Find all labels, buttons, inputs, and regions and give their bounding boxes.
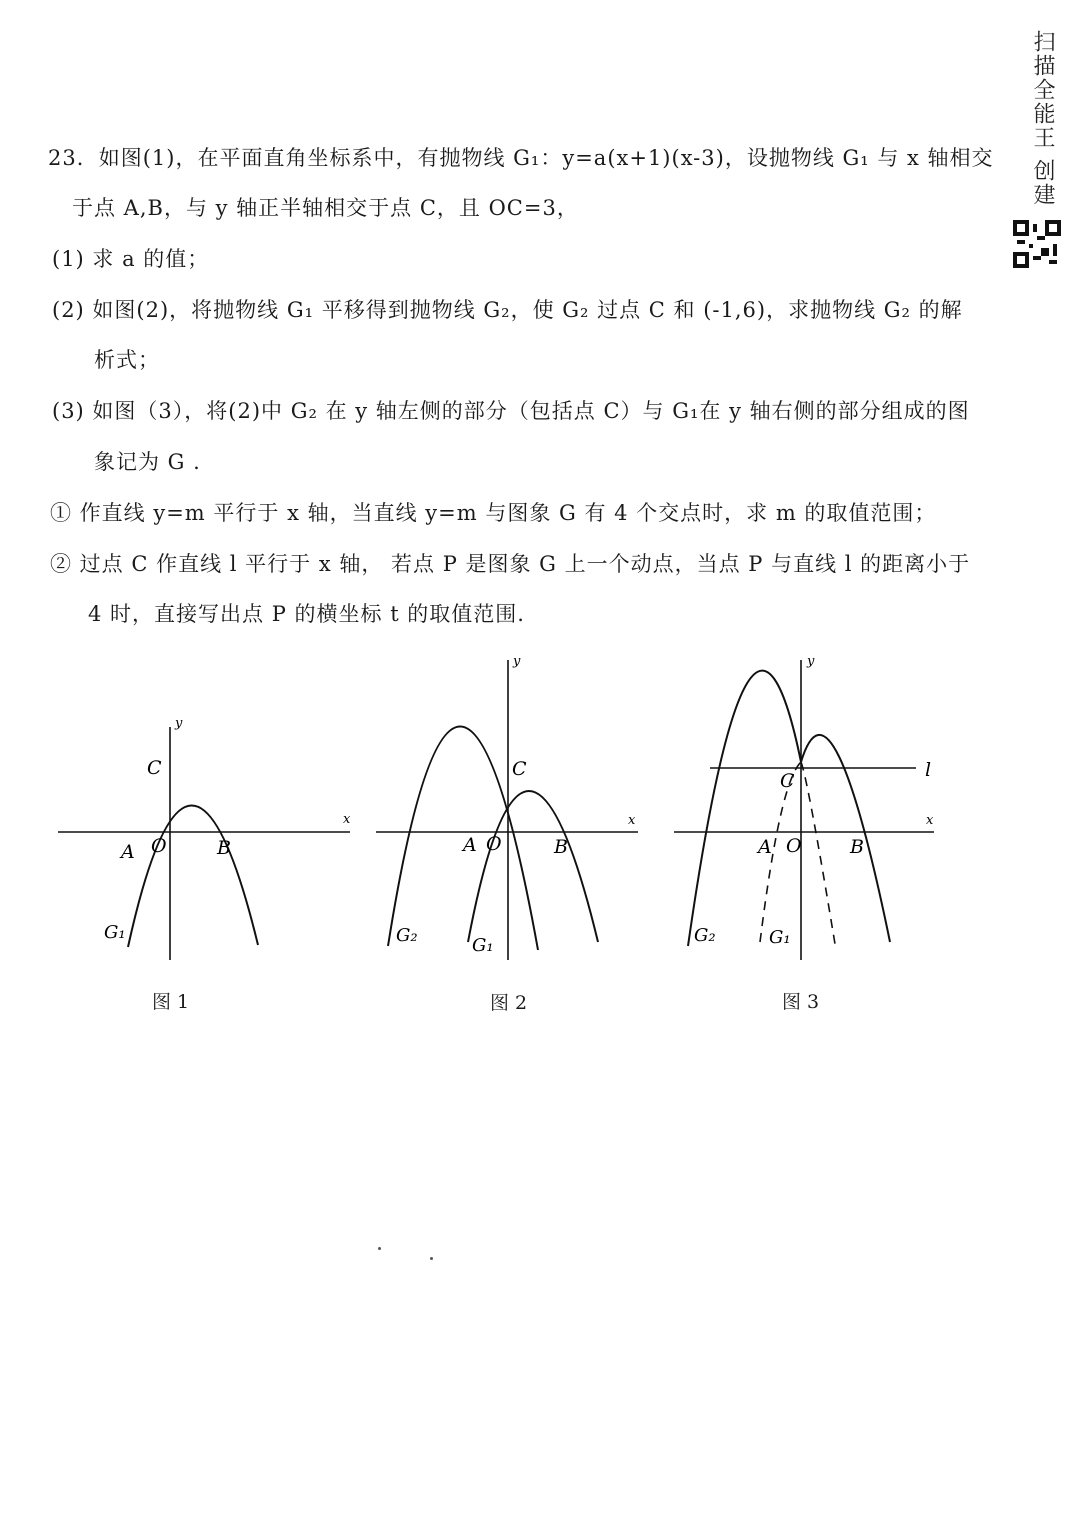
fig1-label-g1: G₁	[104, 922, 126, 943]
fig3-label-x: x	[926, 813, 934, 828]
fig2-label-b: B	[554, 836, 568, 858]
fig3-label-y: y	[807, 654, 815, 669]
scan-speck	[378, 1247, 381, 1250]
fig2-label-y: y	[513, 654, 521, 669]
figure-1	[50, 705, 360, 970]
fig1-label-c: C	[147, 757, 162, 779]
figure-2	[370, 650, 650, 970]
fig1-label-a: A	[121, 841, 135, 863]
fig1-label-b: B	[217, 837, 231, 859]
part-1: (1) 求 a 的值；	[52, 247, 210, 271]
figure-2-caption: 图 2	[490, 992, 528, 1014]
fig3-label-b: B	[850, 836, 864, 858]
subpart-2-line-1: ② 过点 C 作直线 l 平行于 x 轴， 若点 P 是图象 G 上一个动点，当点 P 与直线 l 的距离小于	[50, 552, 971, 576]
fig3-label-g1: G₁	[769, 927, 791, 948]
part-3-line-1: (3) 如图（3），将(2)中 G₂ 在 y 轴左侧的部分（包括点 C）与 G₁在 y 轴右侧的部分组成的图	[52, 399, 970, 423]
fig3-label-a: A	[758, 836, 772, 858]
fig2-label-x: x	[628, 813, 636, 828]
subpart-1: ① 作直线 y=m 平行于 x 轴，当直线 y=m 与图象 G 有 4 个交点时，求 m 的取值范围；	[50, 501, 937, 525]
fig1-label-y: y	[175, 716, 183, 731]
fig2-label-g1: G₁	[472, 935, 494, 956]
fig2-label-a: A	[463, 834, 477, 856]
part-2-line-1: (2) 如图(2)，将抛物线 G₁ 平移得到抛物线 G₂，使 G₂ 过点 C 和 (-1,6)，求抛物线 G₂ 的解	[52, 298, 963, 322]
fig3-parabola-g2-left	[688, 671, 801, 946]
fig3-parabola-g2-dashed	[801, 762, 836, 950]
scan-speck	[430, 1257, 433, 1260]
figure-3-caption: 图 3	[782, 991, 820, 1013]
fig3-parabola-g1-right	[801, 735, 890, 942]
fig2-label-c: C	[512, 758, 527, 780]
figure-3	[668, 650, 948, 970]
question-line-2: 于点 A,B，与 y 轴正半轴相交于点 C，且 OC=3，	[72, 196, 579, 220]
fig1-parabola-g1	[128, 805, 258, 947]
fig3-label-g2: G₂	[694, 925, 716, 946]
fig1-label-o: O	[151, 835, 167, 857]
subpart-2-line-2: 4 时，直接写出点 P 的横坐标 t 的取值范围.	[88, 602, 525, 626]
qr-code-icon	[1013, 220, 1061, 268]
fig2-label-g2: G₂	[396, 925, 418, 946]
scanner-watermark: 扫描全能王 创建	[1030, 30, 1055, 207]
figure-1-caption: 图 1	[152, 991, 190, 1013]
fig1-label-x: x	[343, 812, 351, 827]
fig3-label-o: O	[786, 835, 802, 857]
fig3-label-l: l	[925, 759, 932, 781]
fig2-label-o: O	[486, 833, 502, 855]
part-2-line-2: 析式；	[94, 348, 160, 372]
part-3-line-2: 象记为 G .	[94, 450, 201, 474]
question-line-1: 23．如图(1)，在平面直角坐标系中，有抛物线 G₁：y=a(x+1)(x-3)，设抛物线 G₁ 与 x 轴相交	[48, 146, 994, 170]
fig3-label-c: C	[780, 770, 795, 792]
